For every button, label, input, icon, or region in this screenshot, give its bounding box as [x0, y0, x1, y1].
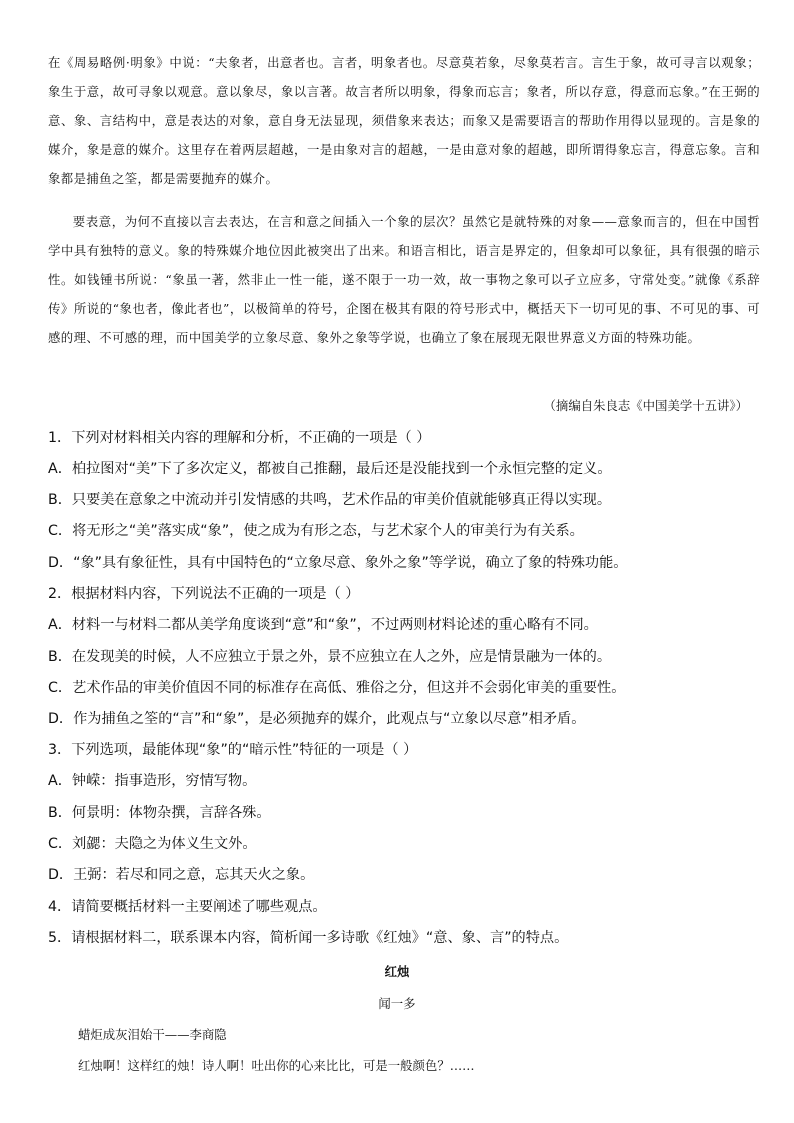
question-2-option-a: A．材料一与材料二都从美学角度谈到“意”和“象”，不过两则材料论述的重心略有不同。 — [48, 617, 598, 633]
question-3-stem: 3．下列选项，最能体现“象”的“暗示性”特征的一项是（ ） — [48, 742, 418, 758]
question-3-option-c: C．刘勰：夫隐之为体义生文外。 — [48, 836, 257, 852]
question-5-stem: 5．请根据材料二，联系课本内容，简析闻一多诗歌《红烛》“意、象、言”的特点。 — [48, 930, 569, 946]
question-2-stem: 2．根据材料内容，下列说法不正确的一项是（ ） — [48, 586, 360, 602]
question-4-stem: 4．请简要概括材料一主要阐述了哪些观点。 — [48, 899, 327, 915]
question-2-option-c: C．艺术作品的审美价值因不同的标准存在高低、雅俗之分，但这并不会弱化审美的重要性。 — [48, 680, 626, 696]
question-2-option-b: B．在发现美的时候，人不应独立于景之外，景不应独立在人之外，应是情景融为一体的。 — [48, 649, 612, 665]
question-3-option-b: B．何景明：体物杂撰，言辞各殊。 — [48, 805, 271, 821]
question-1-option-c: C．将无形之“美”落实成“象”，使之成为有形之态，与艺术家个人的审美行为有关系。 — [48, 523, 584, 539]
question-1-option-a: A．柏拉图对“美”下了多次定义，都被自己推翻，最后还是没能找到一个永恒完整的定义。 — [48, 461, 612, 477]
question-3-option-a: A．钟嵘：指事造形，穷情写物。 — [48, 773, 257, 789]
question-1-option-d: D．“象”具有象征性，具有中国特色的“立象尽意、象外之象”等学说，确立了象的特殊功能。 — [48, 555, 628, 571]
passage-paragraph-2: 要表意，为何不直接以言去表达，在言和意之间插入一个象的层次？虽然它是就特殊的对象——意象而言的，但在中国哲学中具有独特的意义。象的特殊媒介地位因此被突出了出来。和语言相比，语言是界定的，但象却可以象征，具有很强的暗示性。如钱锺书所说：“象虽一著，然非止一性一能，遂不限于一功一效，故一事物之象可以孑立应多，守常处变。”就像《系辞传》所说的“象也者，像此者也”，以极简单的符号，企图在极其有限的符号形式中，概括天下一切可见的事、不可见的事、可感的理、不可感的理，而中国美学的立象尽意、象外之象等学说，也确立了象在展现无限世界意义方面的特殊功能。 — [48, 214, 760, 345]
poem-author: 闻一多 — [378, 996, 416, 1011]
passage-source: （摘编自朱良志《中国美学十五讲》） — [543, 398, 748, 413]
poem-first-line: 红烛啊！这样红的烛！诗人啊！吐出你的心来比比，可是一般颜色？…… — [78, 1058, 475, 1073]
question-1-option-b: B．只要美在意象之中流动并引发情感的共鸣，艺术作品的审美价值就能够真正得以实现。 — [48, 492, 612, 508]
question-2-option-d: D．作为捕鱼之筌的“言”和“象”，是必须抛弃的媒介，此观点与“立象以尽意”相矛盾。 — [48, 711, 586, 727]
question-3-option-d: D．王弼：若尽和同之意，忘其天火之象。 — [48, 867, 315, 883]
passage-paragraph-1: 在《周易略例·明象》中说：“夫象者，出意者也。言者，明象者也。尽意莫若象，尽象莫若言。言生于象，故可寻言以观象；象生于意，故可寻象以观意。意以象尽，象以言著。故言者所以明象，得象而忘言；象者，所以存意，得意而忘象。”在王弼的意、象、言结构中，意是表达的对象，意自身无法显现，须借象来表达；而象又是需要语言的帮助作用得以显现的。言是象的媒介，象是意的媒介。这里存在着两层超越，一是由象对言的超越，一是由意对象的超越，即所谓得象忘言，得意忘象。言和象都是捕鱼之筌，都是需要抛弃的媒介。 — [48, 55, 761, 186]
question-1-stem: 1．下列对材料相关内容的理解和分析，不正确的一项是（ ） — [48, 430, 431, 446]
poem-title: 红烛 — [384, 964, 410, 979]
poem-epigraph: 蜡炬成灰泪始干——李商隐 — [78, 1027, 227, 1042]
